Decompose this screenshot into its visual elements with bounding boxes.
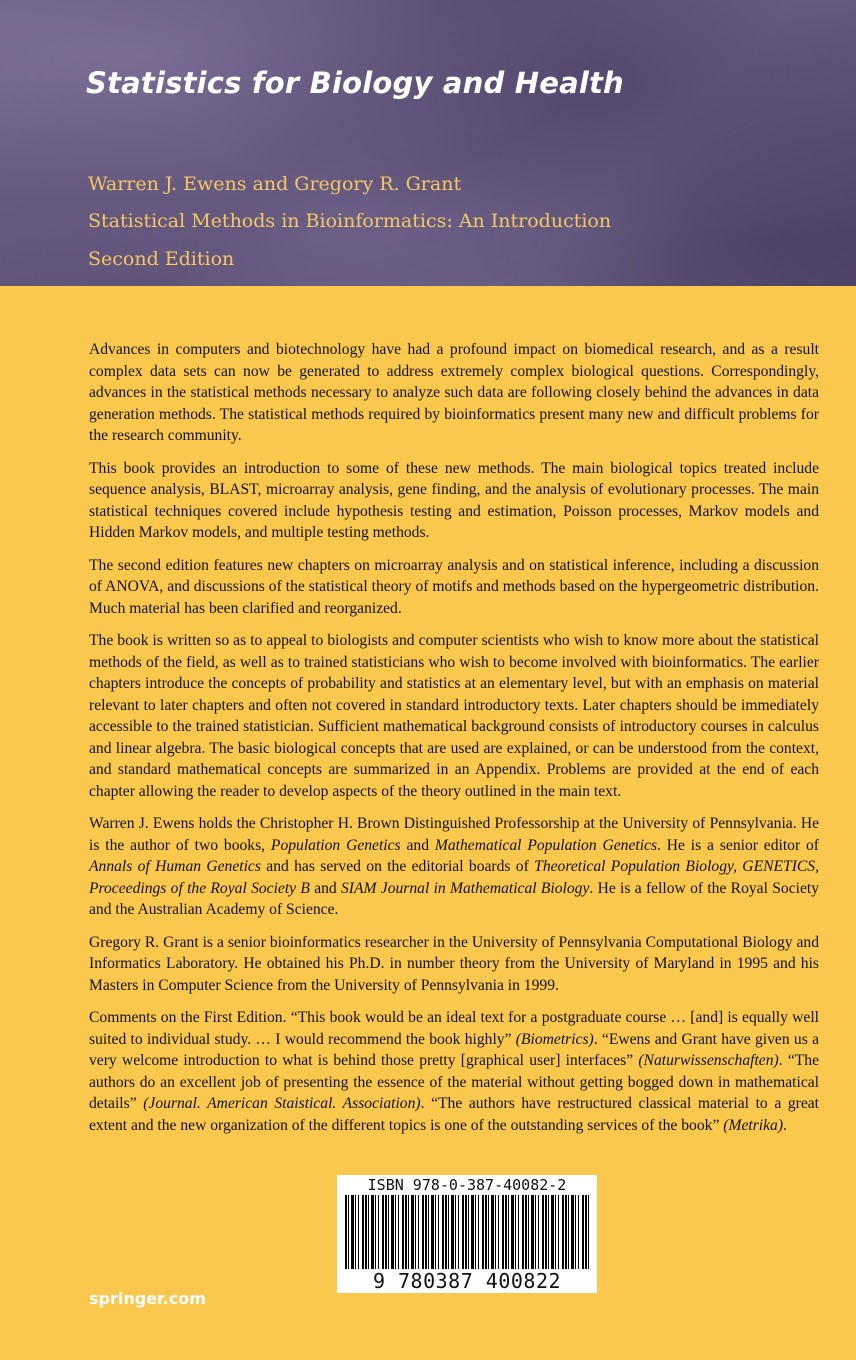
description-paragraph: Warren J. Ewens holds the Christopher H. Brown Distinguished Professorship at the University of Pennsylvania. He is the author of two books, Population Genetics and Mathematical Population Genetics. He is a senior editor of Annals of Human Genetics and has served on the editorial boards of Theoretical Population Biology, GENETICS, Proceedings of the Royal Society B and SIAM Journal in Mathematical Biology. He is a fellow of the Royal Society and the Australian Academy of Science. xyxy=(89,815,819,918)
book-edition: Second Edition xyxy=(88,248,235,270)
description-paragraph: Gregory R. Grant is a senior bioinformatics researcher in the University of Pennsylvania Computational Biology and Informatics Laboratory. He obtained his Ph.D. in number theory from the University of Maryland in 1995 and his Masters in Computer Science from the University of Pennsylvania in 1999. xyxy=(89,933,819,994)
isbn-label: ISBN 978-0-387-40082-2 xyxy=(367,1176,567,1194)
isbn-barcode xyxy=(337,1175,597,1293)
cover-header-band xyxy=(0,0,856,286)
description-paragraph: This book provides an introduction to some of these new methods. The main biological topics treated include sequence analysis, BLAST, microarray analysis, gene finding, and the analysis of evolutionary processes. The main statistical techniques covered include hypothesis testing and estimation, Poisson processes, Markov models and Hidden Markov models, and multiple testing methods. xyxy=(89,459,819,541)
book-title: Statistical Methods in Bioinformatics: An Introduction xyxy=(88,210,612,232)
description-paragraph: Comments on the First Edition. “This book would be an ideal text for a postgraduate course … [and] is equally well suited to individual study. … I would recommend the book highly” (Biometrics). “Ewens and Grant have given us a very welcome introduction to what is behind those pretty [graphical user] interfaces” (Naturwissenschaften). “The authors do an excellent job of presenting the essence of the material without getting bogged down in mathematical details” (Journal. American Staistical. Association). “The authors have restructured classical material to a great extent and the new organization of the different topics is one of the outstanding services of the book” (Metrika). xyxy=(89,1009,820,1134)
back-cover-description xyxy=(89,339,819,1147)
series-title: Statistics for Biology and Health xyxy=(86,66,624,100)
description-paragraph: Advances in computers and biotechnology have had a profound impact on biomedical research, and as a result complex data sets can now be generated to address extremely complex biological questions. Correspondingly, advances in the statistical methods necessary to analyze such data are following closely behind the advances in data generation methods. The statistical methods required by bioinformatics present many new and difficult problems for the research community. xyxy=(89,341,819,444)
description-paragraph: The second edition features new chapters on microarray analysis and on statistical inference, including a discussion of ANOVA, and discussions of the statistical theory of motifs and methods based on the hypergeometric distribution. Much material has been clarified and reorganized. xyxy=(89,556,819,617)
description-paragraph: The book is written so as to appeal to biologists and computer scientists who wish to know more about the statistical methods of the field, as well as to trained statisticians who wish to become involved with bioinformatics. The earlier chapters introduce the concepts of probability and statistics at an elementary level, but with an emphasis on material relevant to later chapters and often not covered in standard introductory texts. Later chapters should be immediately accessible to the trained statistician. Sufficient mathematical background consists of introductory courses in calculus and linear algebra. The basic biological concepts that are used are explained, or can be understood from the context, and standard mathematical concepts are summarized in an Appendix. Problems are provided at the end of each chapter allowing the reader to develop aspects of the theory outlined in the main text. xyxy=(89,632,819,800)
barcode-digits: 9 780387 400822 xyxy=(337,1269,597,1293)
book-authors: Warren J. Ewens and Gregory R. Grant xyxy=(88,173,462,195)
publisher-website: springer.com xyxy=(89,1289,206,1308)
barcode-bars xyxy=(345,1195,589,1271)
